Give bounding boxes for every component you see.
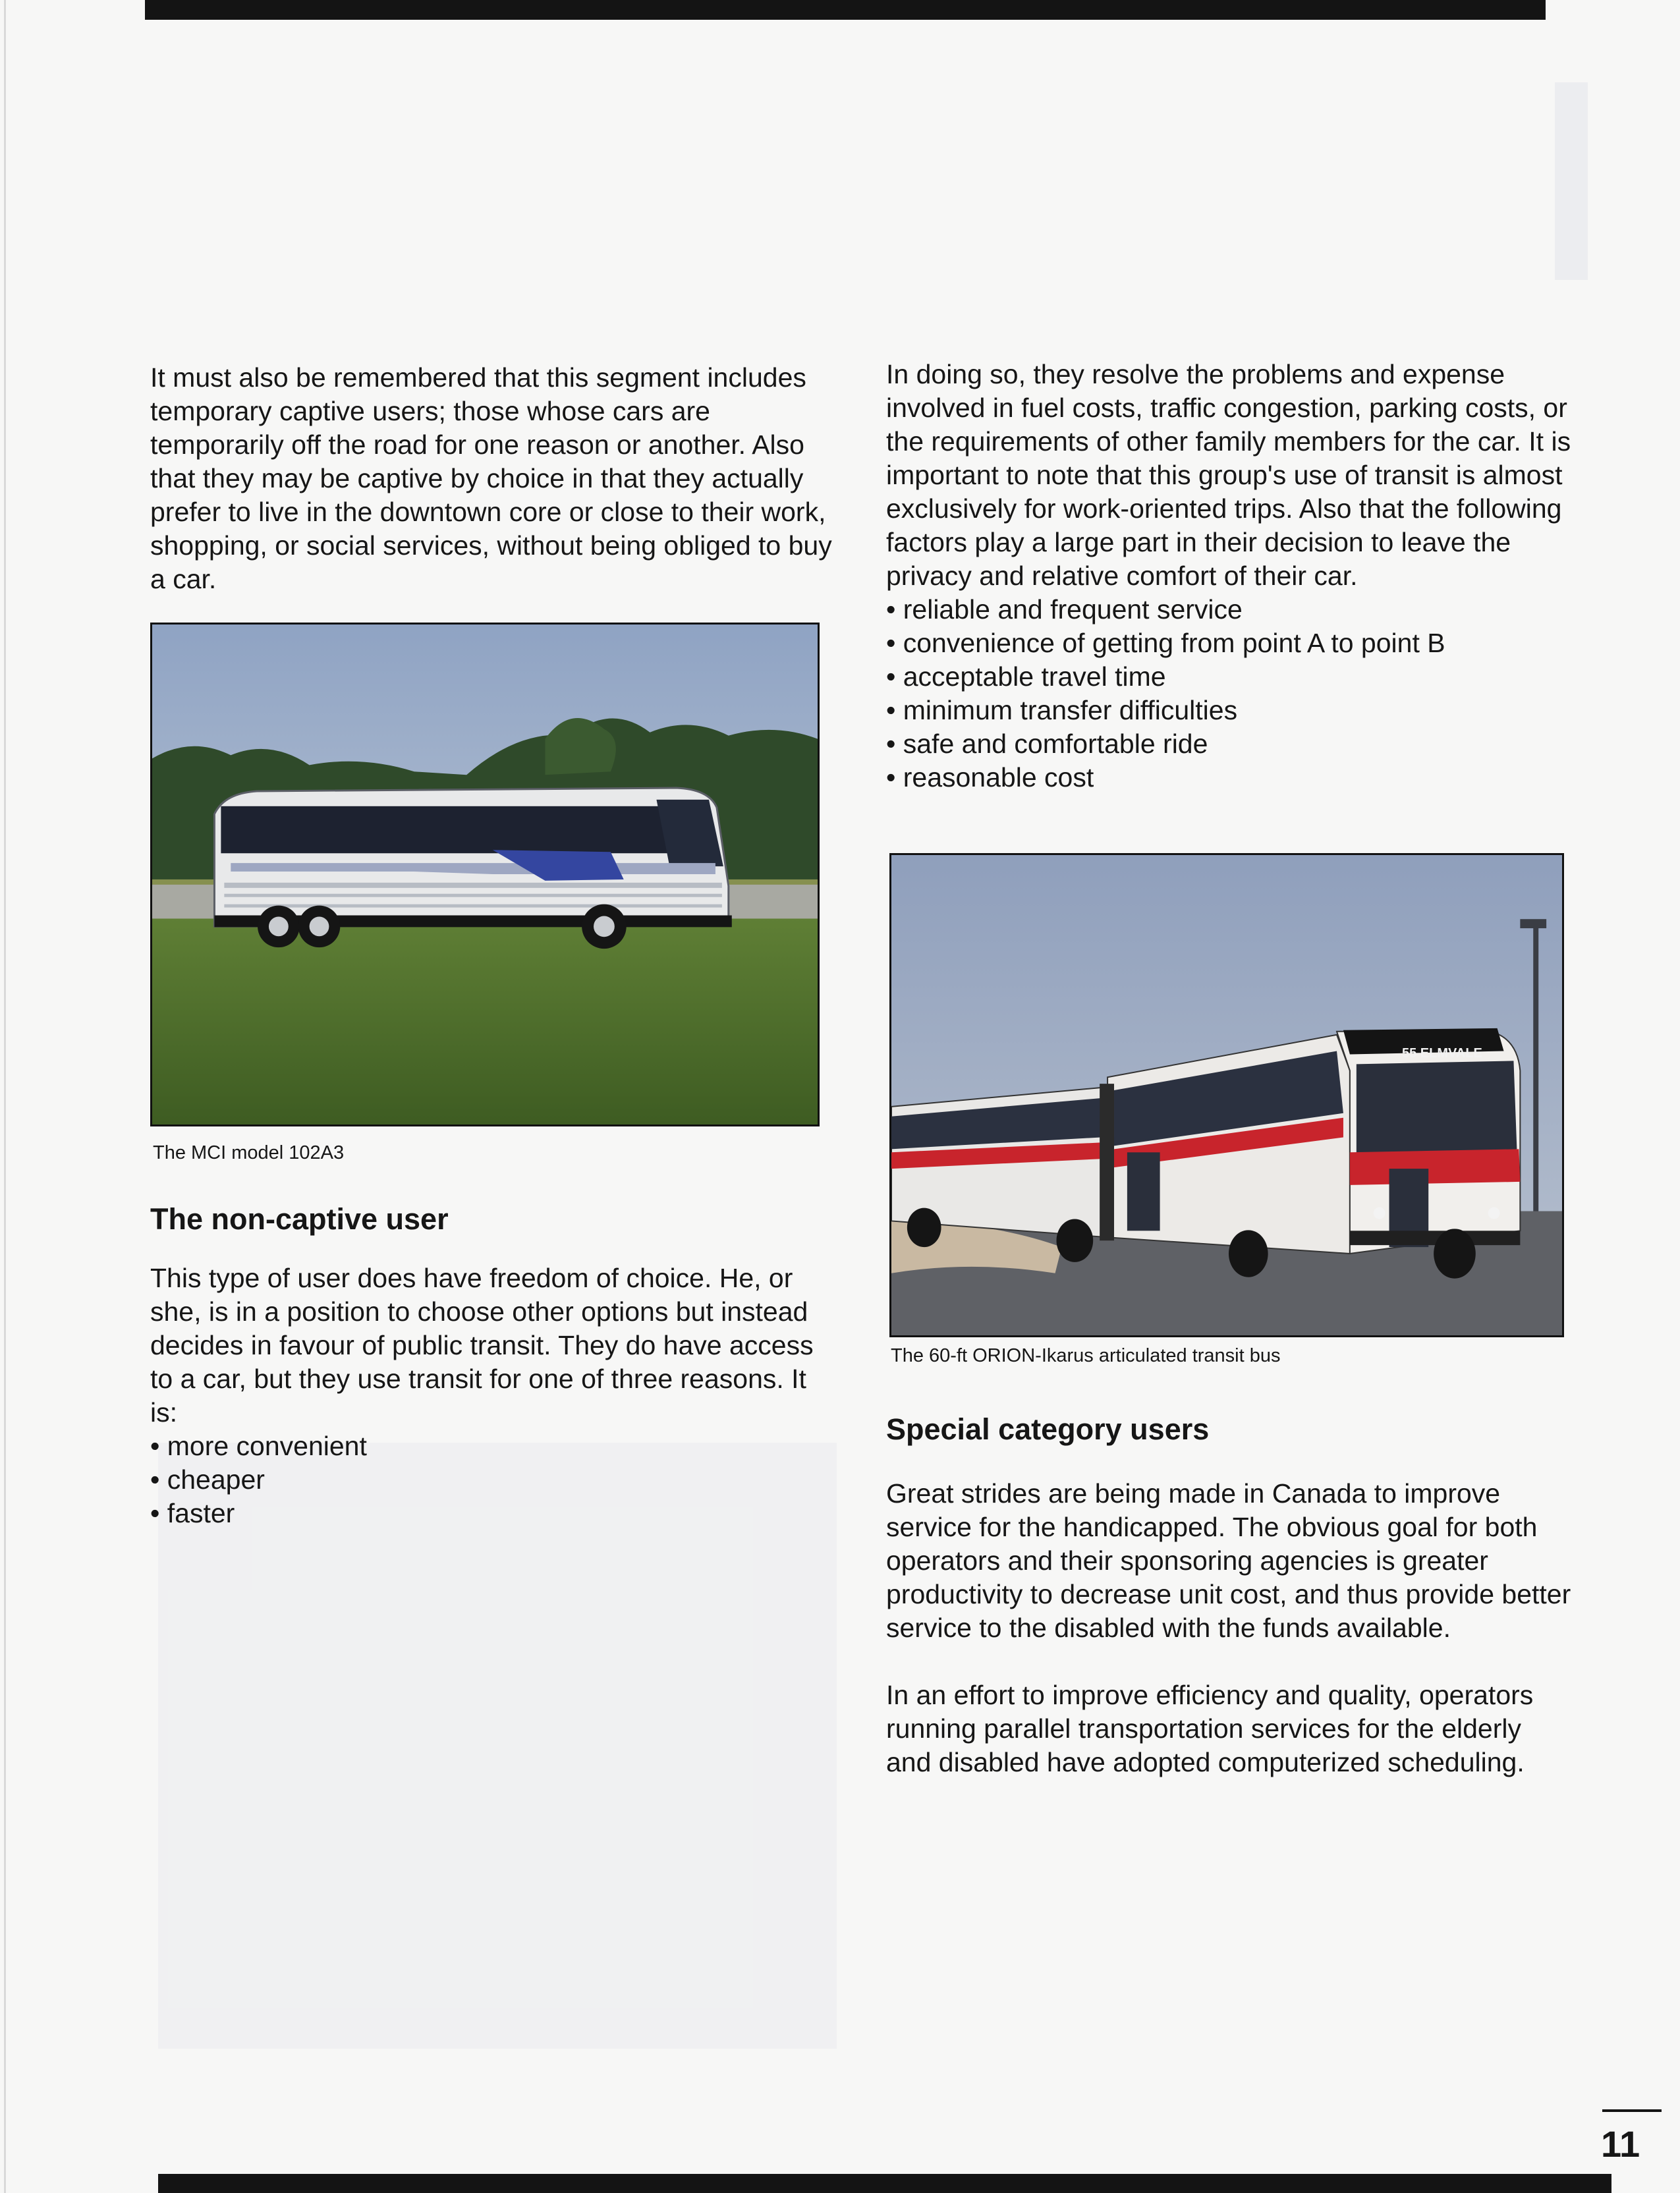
bottom-rule <box>158 2174 1611 2193</box>
list-item: • reliable and frequent service <box>886 593 1571 626</box>
list-item: • safe and comfortable ride <box>886 727 1571 761</box>
orion-bus-photo <box>889 853 1564 1337</box>
page-edge <box>4 0 6 2193</box>
factors-list <box>886 593 1571 794</box>
list-item: • reasonable cost <box>886 761 1571 794</box>
mci-bus-illustration <box>152 625 818 1124</box>
left-intro-paragraph: It must also be remembered that this segment includes temporary captive users; those whose cars are temporarily off the road for one reason or another. Also that they may be captive by choice in that they actually prefer to live in the downtown core or close to their work, shopping, or social services, without being obliged to buy a car. <box>150 362 832 594</box>
list-item: • more convenient <box>150 1430 835 1463</box>
destination-sign: 55 ELMVALE <box>1402 1046 1482 1061</box>
orion-photo-caption: The 60-ft ORION-Ikarus articulated transit bus <box>891 1345 1281 1366</box>
bleed-through-box <box>158 1443 837 2049</box>
left-intro <box>150 361 835 596</box>
non-captive-heading: The non-captive user <box>150 1202 449 1236</box>
page-number: 11 <box>1601 2123 1640 2165</box>
reasons-list <box>150 1430 835 1530</box>
list-item: • faster <box>150 1497 835 1530</box>
page-number-rule <box>1602 2109 1662 2112</box>
mci-bus-photo <box>150 623 820 1126</box>
non-captive-section <box>150 1201 835 1530</box>
special-category-section <box>886 1411 1571 1779</box>
list-item: • minimum transfer difficulties <box>886 694 1571 727</box>
orion-bus-illustration <box>891 855 1562 1335</box>
special-category-paragraph-1: Great strides are being made in Canada to improve service for the handicapped. The obvious goal for both operators and their sponsoring agencies is greater productivity to decrease unit cost, and thus provide better service to the disabled with the funds available. <box>886 1478 1571 1643</box>
right-intro <box>886 358 1571 794</box>
special-category-heading: Special category users <box>886 1412 1210 1446</box>
special-category-paragraph-2: In an effort to improve efficiency and quality, operators running parallel transportation services for the elderly and disabled have adopted computerized scheduling. <box>886 1680 1534 1777</box>
mci-photo-caption: The MCI model 102A3 <box>153 1142 345 1163</box>
non-captive-paragraph: This type of user does have freedom of choice. He, or she, is in a position to choose other options but instead decides in favour of public transit. They do have access to a car, but they use transit for one of three reasons. It is: <box>150 1263 814 1428</box>
list-item: • convenience of getting from point A to point B <box>886 626 1571 660</box>
bleed-through-tab <box>1555 82 1588 280</box>
list-item: • cheaper <box>150 1463 835 1497</box>
list-item: • acceptable travel time <box>886 660 1571 694</box>
right-intro-paragraph: In doing so, they resolve the problems and expense involved in fuel costs, traffic congestion, parking costs, or the requirements of other family members for the car. It is important to note that this group's use of transit is almost exclusively for work-oriented trips. Also that the following factors play a large part in their decision to leave the privacy and relative comfort of their car. <box>886 359 1571 591</box>
top-rule <box>145 0 1546 20</box>
